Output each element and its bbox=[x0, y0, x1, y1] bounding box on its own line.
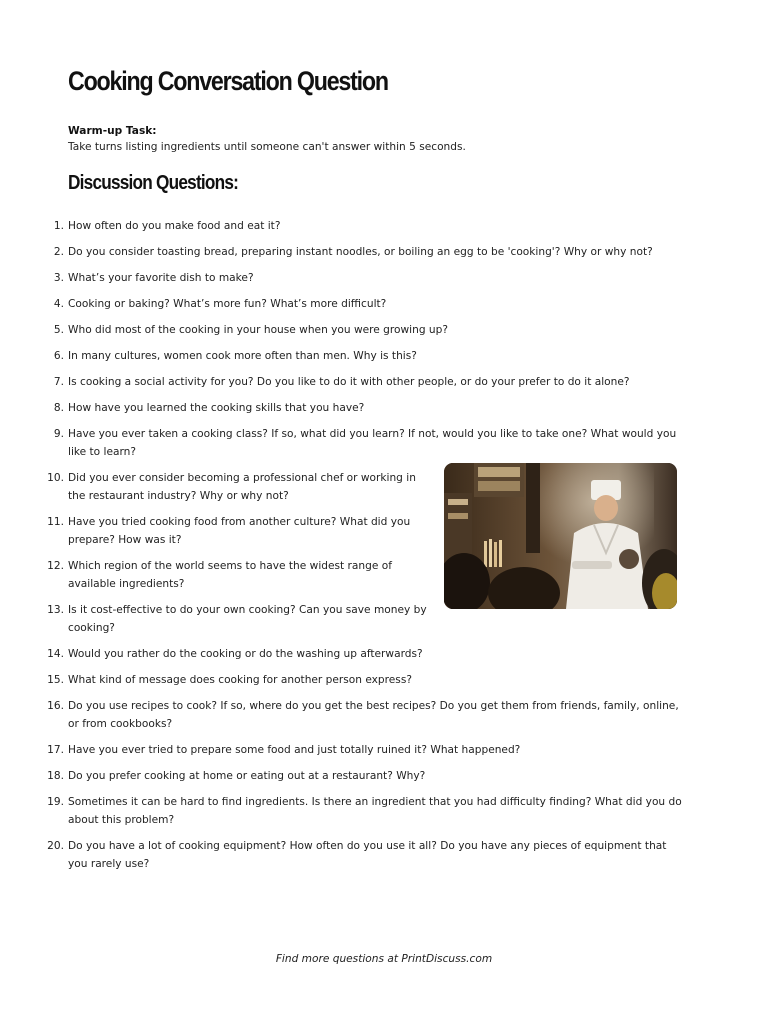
question-text: Is cooking a social activity for you? Do you like to do it with other people, or do your prefer to do it alone? bbox=[68, 376, 630, 388]
question-number: 15. bbox=[47, 674, 64, 686]
question-text: Do you prefer cooking at home or eating out at a restaurant? Why? bbox=[68, 770, 426, 782]
question-item bbox=[0, 767, 768, 785]
question-number: 9. bbox=[53, 428, 64, 440]
question-number: 20. bbox=[47, 840, 64, 852]
question-number: 7. bbox=[53, 376, 64, 388]
question-text: Which region of the world seems to have the widest range of available ingredients? bbox=[68, 560, 392, 590]
question-item bbox=[0, 347, 768, 365]
question-text: Cooking or baking? What’s more fun? What’s more difficult? bbox=[68, 298, 387, 310]
question-number: 6. bbox=[53, 350, 64, 362]
question-item bbox=[0, 269, 768, 287]
question-item bbox=[0, 697, 768, 733]
question-text: Is it cost-effective to do your own cooking? Can you save money by cooking? bbox=[68, 604, 427, 634]
question-text: Have you tried cooking food from another culture? What did you prepare? How was it? bbox=[68, 516, 411, 546]
question-text: Who did most of the cooking in your house when you were growing up? bbox=[68, 324, 448, 336]
warmup-label: Warm-up Task: bbox=[68, 125, 157, 137]
question-item bbox=[0, 217, 768, 235]
question-item bbox=[0, 295, 768, 313]
question-number: 4. bbox=[53, 298, 64, 310]
question-text: Did you ever consider becoming a professional chef or working in the restaurant industry? Why or why not? bbox=[68, 472, 416, 502]
question-item bbox=[0, 793, 768, 829]
question-text: Would you rather do the cooking or do the washing up afterwards? bbox=[68, 648, 423, 660]
question-number: 10. bbox=[47, 472, 64, 484]
question-item bbox=[0, 741, 768, 759]
footer-note: Find more questions at PrintDiscuss.com bbox=[275, 953, 493, 965]
page-title: Cooking Conversation Question bbox=[68, 66, 388, 96]
question-item bbox=[0, 399, 768, 417]
question-number: 2. bbox=[53, 246, 64, 258]
warmup-text: Take turns listing ingredients until someone can't answer within 5 seconds. bbox=[68, 141, 466, 153]
question-number: 11. bbox=[47, 516, 64, 528]
question-text: What’s your favorite dish to make? bbox=[68, 272, 254, 284]
question-item bbox=[0, 671, 768, 689]
question-item bbox=[0, 373, 768, 391]
question-item bbox=[0, 425, 768, 461]
question-item bbox=[0, 243, 768, 261]
question-number: 8. bbox=[53, 402, 64, 414]
question-item bbox=[0, 321, 768, 339]
question-text: Sometimes it can be hard to find ingredients. Is there an ingredient that you had difficulty finding? What did you do about this problem? bbox=[68, 796, 682, 826]
question-text: Do you have a lot of cooking equipment? How often do you use it all? Do you have any pieces of equipment that you rarely use? bbox=[68, 840, 667, 870]
question-text: How often do you make food and eat it? bbox=[68, 220, 281, 232]
question-number: 12. bbox=[47, 560, 64, 572]
question-number: 3. bbox=[53, 272, 64, 284]
question-item bbox=[0, 837, 768, 873]
chef-cooking-illustration bbox=[444, 463, 677, 609]
question-number: 19. bbox=[47, 796, 64, 808]
discussion-heading: Discussion Questions: bbox=[68, 172, 239, 194]
question-text: Do you use recipes to cook? If so, where do you get the best recipes? Do you get them from friends, family, online, or from cookbooks? bbox=[68, 700, 679, 730]
question-number: 14. bbox=[47, 648, 64, 660]
question-number: 17. bbox=[47, 744, 64, 756]
question-item bbox=[0, 645, 768, 663]
chef-photo bbox=[444, 463, 677, 609]
warmup-section bbox=[68, 123, 466, 155]
question-text: Have you ever tried to prepare some food and just totally ruined it? What happened? bbox=[68, 744, 521, 756]
question-number: 16. bbox=[47, 700, 64, 712]
question-text: Do you consider toasting bread, preparing instant noodles, or boiling an egg to be 'cooking'? Why or why not? bbox=[68, 246, 653, 258]
question-number: 13. bbox=[47, 604, 64, 616]
question-text: Have you ever taken a cooking class? If so, what did you learn? If not, would you like to take one? What would you like to learn? bbox=[68, 428, 677, 458]
question-text: What kind of message does cooking for another person express? bbox=[68, 674, 412, 686]
question-text: How have you learned the cooking skills that you have? bbox=[68, 402, 365, 414]
question-text: In many cultures, women cook more often than men. Why is this? bbox=[68, 350, 417, 362]
question-number: 1. bbox=[53, 220, 64, 232]
question-number: 5. bbox=[53, 324, 64, 336]
question-number: 18. bbox=[47, 770, 64, 782]
